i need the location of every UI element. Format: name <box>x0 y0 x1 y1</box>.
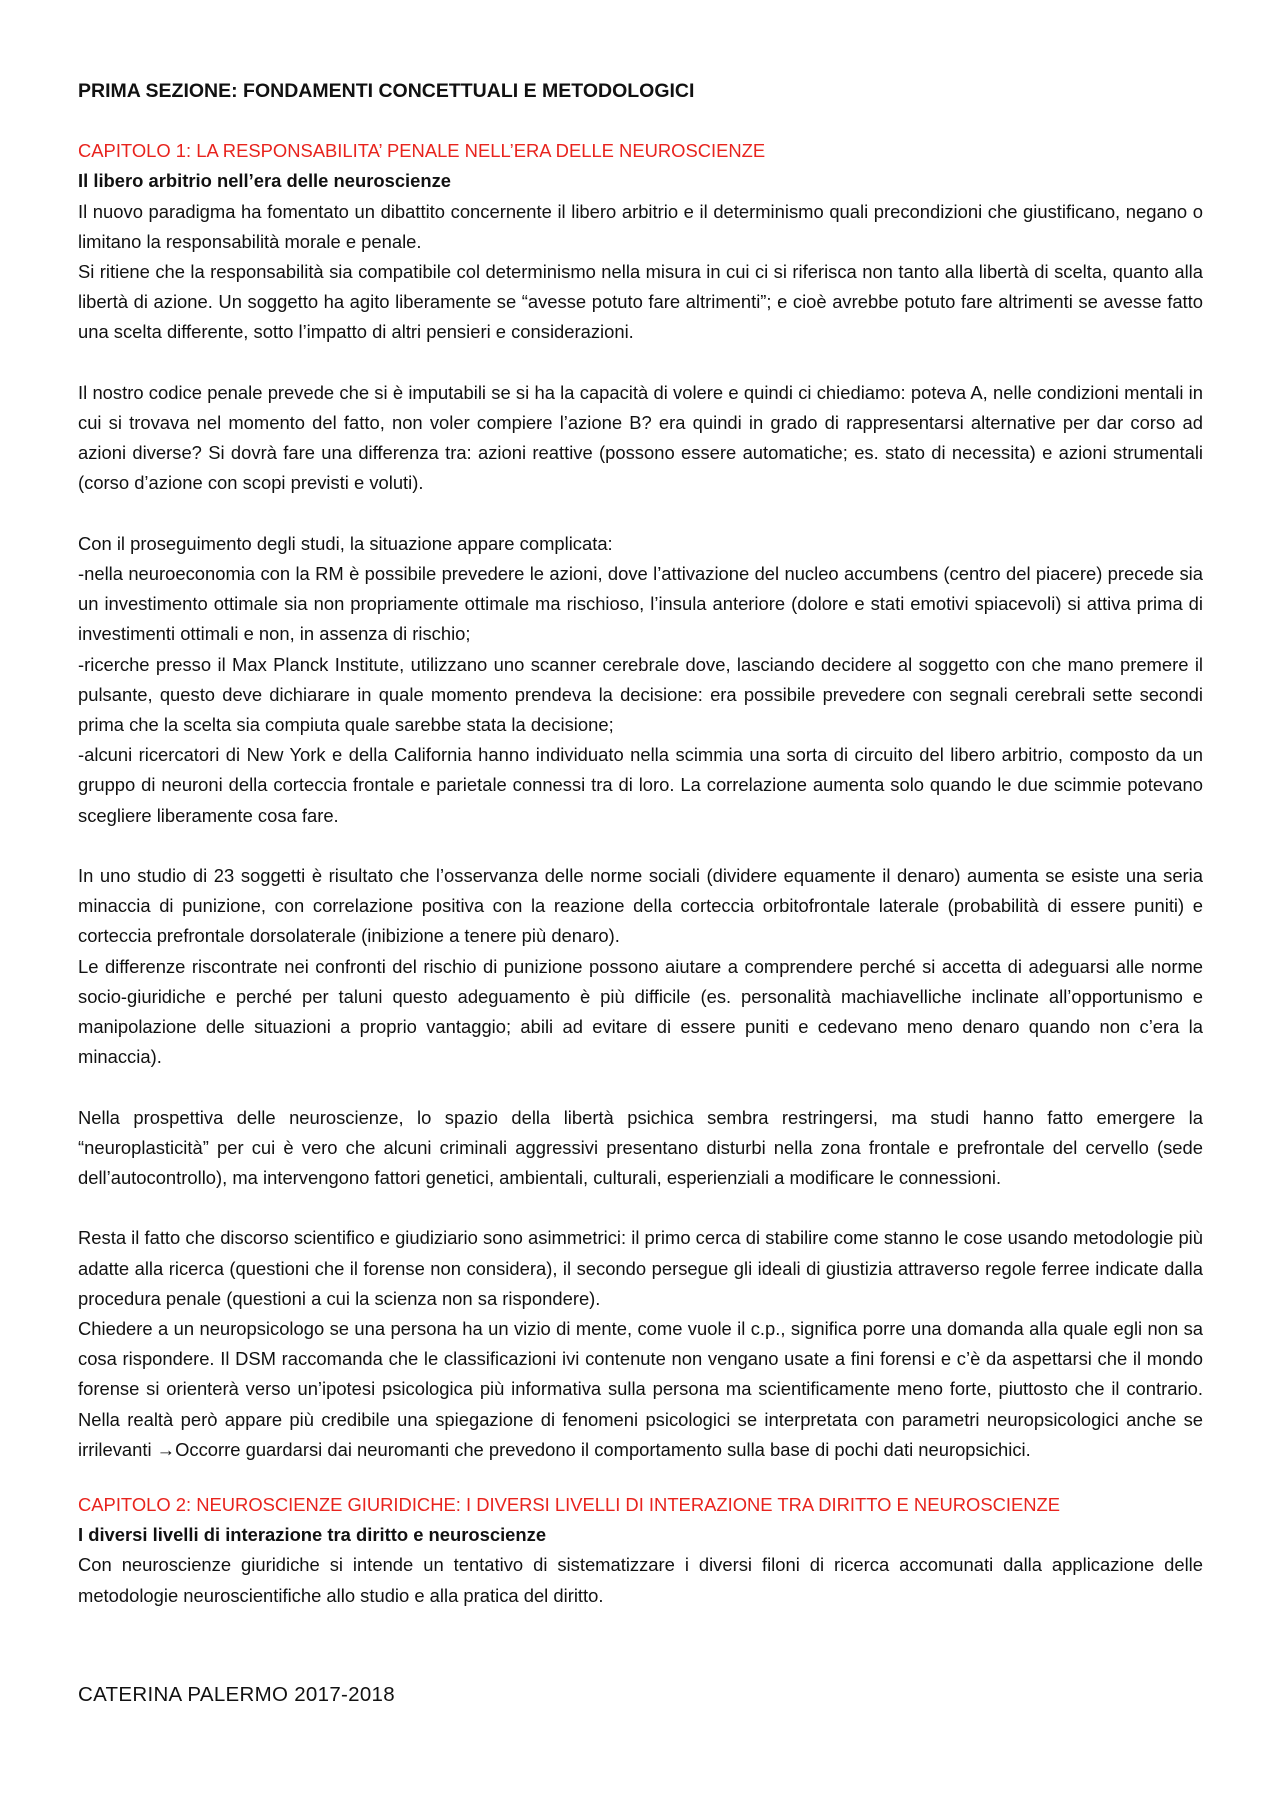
chapter-2-subtitle: I diversi livelli di interazione tra diritto e neuroscienze <box>78 1524 547 1546</box>
blank-line <box>78 1465 1203 1490</box>
paragraph: Le differenze riscontrate nei confronti del rischio di punizione possono aiutare a comprendere perché si accetta di adeguarsi alle norme socio-giuridiche e perché per taluni questo adeguamento è più difficile (es. personalità machiavelliche inclinate all’opportunismo e manipolazione delle situazioni a proprio vantaggio; abili ad evitare di essere puniti e cedevano meno denaro quando non c’era la minaccia). <box>78 955 1203 1068</box>
paragraph: -nella neuroeconomia con la RM è possibile prevedere le azioni, dove l’attivazione del nucleo accumbens (centro del piacere) precede sia un investimento ottimale sia non propriamente ottimale ma rischioso, l’insula anteriore (dolore e stati emotivi spiacevoli) si attiva prima di investimenti ottimali e non, in assenza di rischio; <box>78 563 1203 645</box>
paragraph: -alcuni ricercatori di New York e della California hanno individuato nella scimmia una sorta di circuito del libero arbitrio, composto da un gruppo di neuroni della corteccia frontale e parietale connessi tra di loro. La correlazione aumenta solo quando le due scimmie potevano scegliere liberamente cosa fare. <box>78 744 1203 826</box>
document-page <box>78 76 1203 1611</box>
paragraph: In uno studio di 23 soggetti è risultato che l’osservanza delle norme sociali (dividere equamente il denaro) aumenta se esiste una seria minaccia di punizione, con correlazione positiva con la reazione della corteccia orbitofrontale laterale (probabilità di essere puniti) e corteccia prefrontale dorsolaterale (inibizione a tenere più denaro). <box>78 865 1203 947</box>
blank-line <box>78 348 1203 378</box>
page-footer: CATERINA PALERMO 2017-2018 <box>78 1683 395 1706</box>
blank-line <box>78 499 1203 529</box>
paragraph: -ricerche presso il Max Planck Institute, utilizzano uno scanner cerebrale dove, lasciando decidere al soggetto con che mano premere il pulsante, questo deve dichiarare in quale momento prendeva la decisione: era possibile prevedere con segnali cerebrali sette secondi prima che la scelta sia compiuta quale sarebbe stata la decisione; <box>78 653 1203 736</box>
chapter-2-title: CAPITOLO 2: NEUROSCIENZE GIURIDICHE: I DIVERSI LIVELLI DI INTERAZIONE TRA DIRITTO E NEUROSCIENZE <box>78 1494 1061 1516</box>
chapter-1-title: CAPITOLO 1: LA RESPONSABILITA’ PENALE NELL’ERA DELLE NEUROSCIENZE <box>78 140 766 162</box>
paragraph: Si ritiene che la responsabilità sia compatibile col determinismo nella misura in cui ci si riferisca non tanto alla libertà di scelta, quanto alla libertà di azione. Un soggetto ha agito liberamente se “avesse potuto fare altrimenti”; e cioè avrebbe potuto fare altrimenti se avesse fatto una scelta differente, sotto l’impatto di altri pensieri e considerazioni. <box>78 261 1203 343</box>
blank-line <box>78 1193 1203 1223</box>
paragraph: Resta il fatto che discorso scientifico e giudiziario sono asimmetrici: il primo cerca di stabilire come stanno le cose usando metodologie più adatte alla ricerca (questioni che il forense non considera), il secondo persegue gli ideali di giustizia attraverso regole ferree indicate dalla procedura penale (questioni a cui la scienza non sa rispondere). <box>78 1227 1203 1309</box>
paragraph: Chiedere a un neuropsicologo se una persona ha un vizio di mente, come vuole il c.p., significa porre una domanda alla quale egli non sa cosa rispondere. Il DSM raccomanda che le classificazioni ivi contenute non vengano usate a fini forensi e c’è da aspettarsi che il mondo forense si orienterà verso un’ipotesi psicologica più informativa sulla persona ma scientificamente meno forte, piuttosto che il contrario. Nella realtà però appare più credibile una spiegazione di fenomeni psicologici se interpretata con parametri neuropsicologici anche se irrilevanti →Occorre guardarsi dai neuromanti che prevedono il comportamento sulla base di pochi dati neuropsichici. <box>78 1318 1203 1460</box>
paragraph: Il nostro codice penale prevede che si è imputabili se si ha la capacità di volere e quindi ci chiediamo: poteva A, nelle condizioni mentali in cui si trovava nel momento del fatto, non voler compiere l’azione B? era quindi in grado di rappresentarsi alternative per dar corso ad azioni diverse? Si dovrà fare una differenza tra: azioni reattive (possono essere automatiche; es. stato di necessita) e azioni strumentali (corso d’azione con scopi previsti e voluti). <box>78 381 1203 494</box>
blank-line <box>78 1072 1203 1102</box>
paragraph: Con neuroscienze giuridiche si intende un tentativo di sistematizzare i diversi filoni di ricerca accomunati dalla applicazione delle metodologie neuroscientifiche allo studio e alla pratica del diritto. <box>78 1554 1203 1606</box>
blank-line <box>78 831 1203 861</box>
section-title: PRIMA SEZIONE: FONDAMENTI CONCETTUALI E METODOLOGICI <box>78 80 695 102</box>
chapter-1-subtitle: Il libero arbitrio nell’era delle neuroscienze <box>78 170 452 192</box>
paragraph: Nella prospettiva delle neuroscienze, lo spazio della libertà psichica sembra restringersi, ma studi hanno fatto emergere la “neuroplasticità” per cui è vero che alcuni criminali aggressivi presentano disturbi nella zona frontale e prefrontale del cervello (sede dell’autocontrollo), ma intervengono fattori genetici, ambientali, culturali, esperienziali a modificare le connessioni. <box>78 1106 1203 1189</box>
paragraph: Con il proseguimento degli studi, la situazione appare complicata: <box>78 532 613 554</box>
paragraph: Il nuovo paradigma ha fomentato un dibattito concernente il libero arbitrio e il determinismo quali precondizioni che giustificano, negano o limitano la responsabilità morale e penale. <box>78 200 1203 252</box>
